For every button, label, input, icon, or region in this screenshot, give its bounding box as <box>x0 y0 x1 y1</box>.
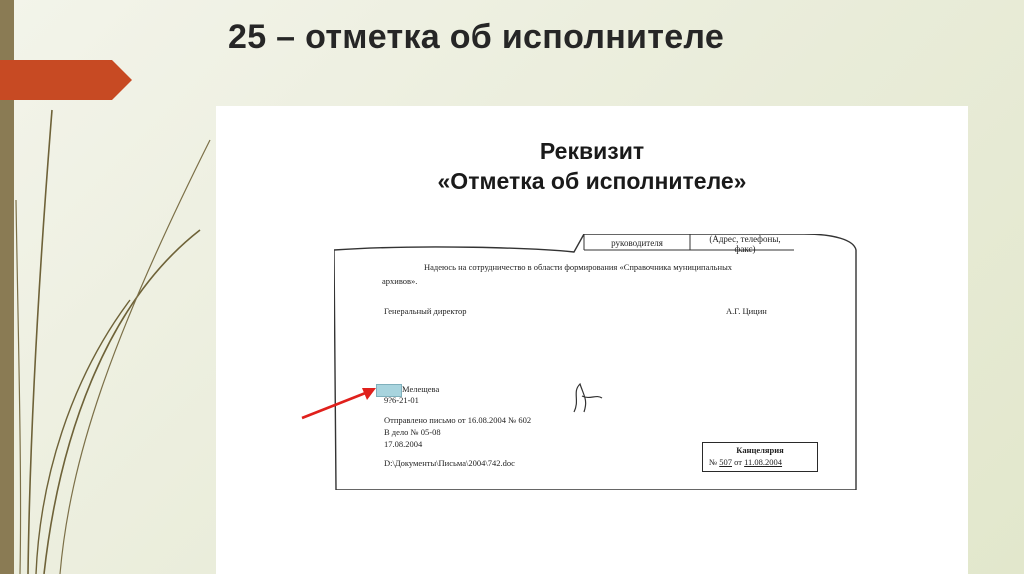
header-tab-right-line2: факс) <box>734 244 756 254</box>
stamp-from-label: от <box>734 457 742 467</box>
executor-phone: 9?6-21-01 <box>384 395 419 405</box>
pointer-arrow <box>296 376 386 426</box>
letter-body-line1: Надеюсь на сотрудничество в области формирования «Справочника муниципальных <box>424 262 733 272</box>
document-image-panel <box>216 106 968 574</box>
stamp-title: Канцелярия <box>736 445 784 455</box>
signatory-title: Генеральный директор <box>384 306 467 316</box>
document-heading-line2: «Отметка об исполнителе» <box>437 168 747 194</box>
letter-sample <box>334 234 858 490</box>
file-path: D:\Документы\Письма\2004\742.doc <box>384 458 515 468</box>
executor-name: Мелещева <box>402 384 440 394</box>
file-date: 17.08.2004 <box>384 439 423 449</box>
slide-title: 25 – отметка об исполнителе <box>228 18 725 56</box>
header-tab-right-line1: (Адрес, телефоны, <box>709 234 781 244</box>
sent-note: Отправлено письмо от 16.08.2004 № 602 <box>384 415 532 425</box>
stamp-from-value: 11.08.2004 <box>744 457 783 467</box>
letter-body-line2: архивов». <box>382 276 418 286</box>
file-note: В дело № 05-08 <box>384 427 441 437</box>
stamp-line <box>709 457 782 467</box>
signatory-name: А.Г. Цицин <box>726 306 767 316</box>
stamp-no-label: № <box>709 457 718 467</box>
document-heading-line1: Реквизит <box>539 138 645 164</box>
stamp-no-value: 507 <box>719 457 732 467</box>
accent-arrow-shape <box>0 60 132 100</box>
registry-stamp <box>702 442 818 472</box>
header-tab-left: руководителя <box>611 238 663 248</box>
